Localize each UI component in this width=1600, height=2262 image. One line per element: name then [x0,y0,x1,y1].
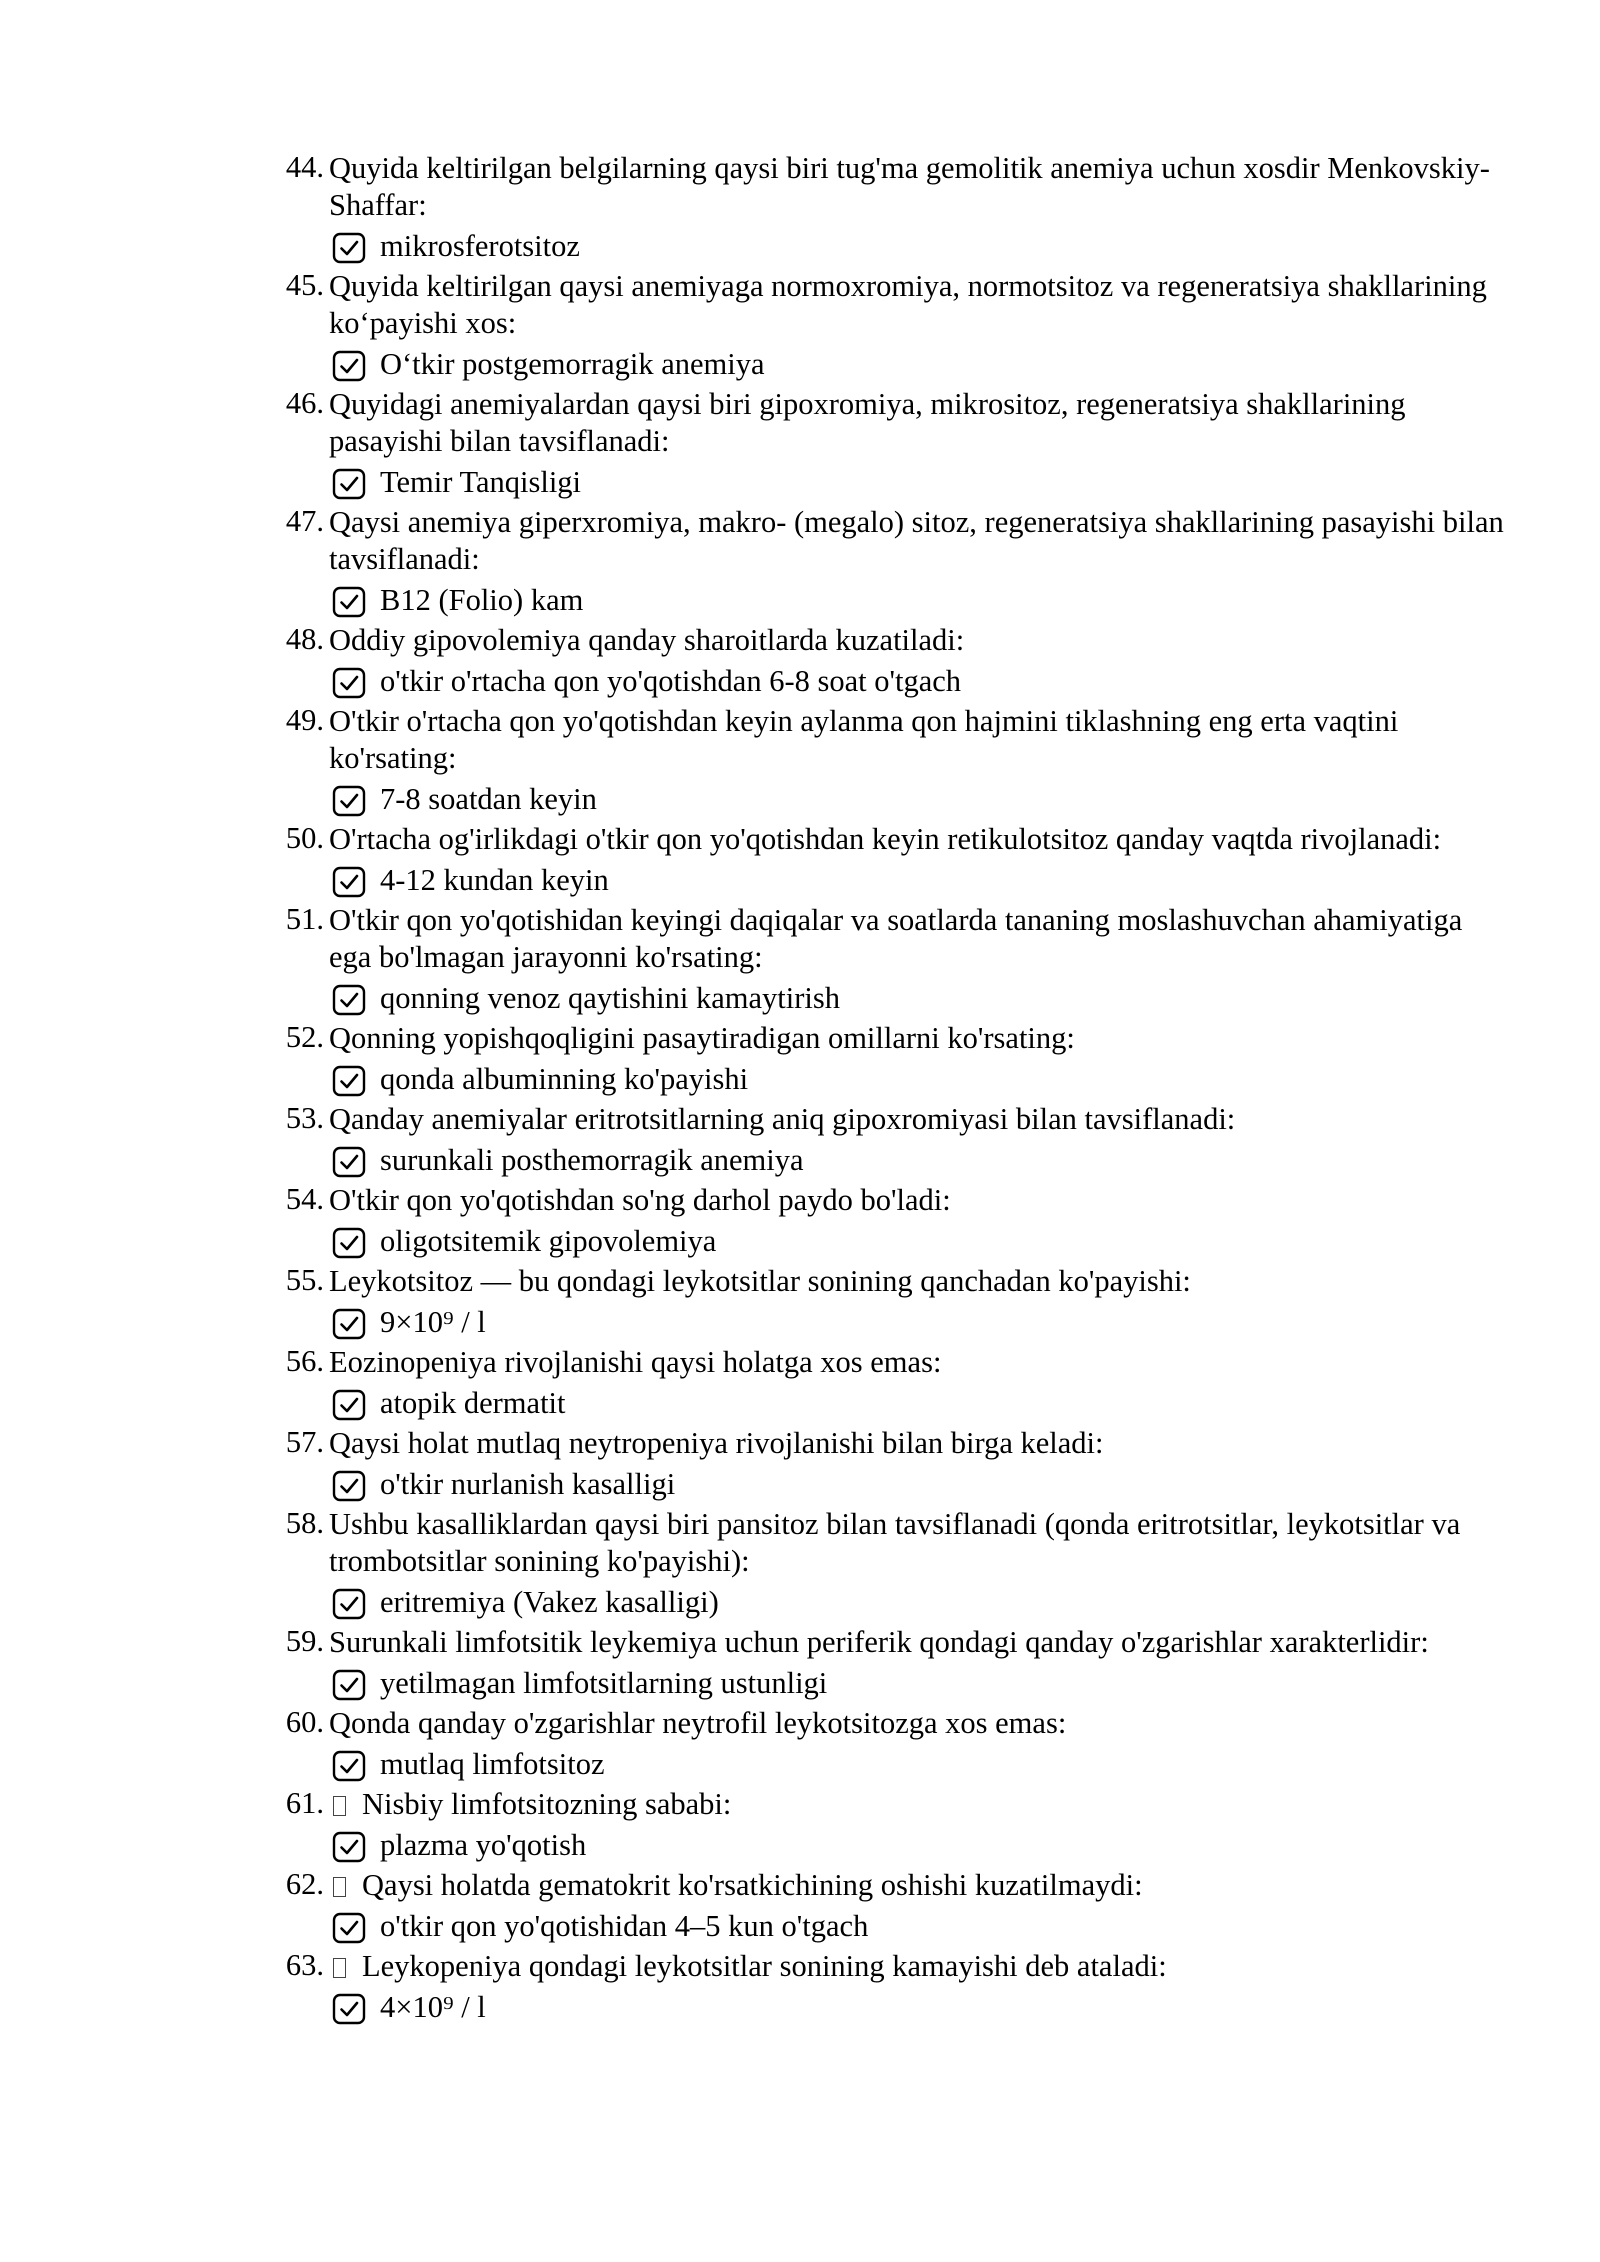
answer-text: Temir Tanqisligi [380,465,582,499]
checkbox-checked-icon [332,586,366,618]
missing-glyph-icon [333,1958,346,1978]
question-text [329,1624,1509,1661]
question-number: 51. [285,902,324,936]
checkbox-checked-icon [332,984,366,1016]
missing-glyph-icon [333,1877,346,1897]
question-text [329,504,1509,578]
question-item [0,1506,1600,1624]
answer-row [332,1463,1600,1506]
checkbox-checked-icon [332,232,366,264]
question-text [329,1506,1509,1580]
checkbox-checked-icon [332,1146,366,1178]
question-item [0,1867,1600,1948]
question-number: 44. [285,150,324,184]
answer-row [332,1824,1600,1867]
question-number: 46. [285,386,324,420]
question-number: 56. [285,1344,324,1378]
checkbox-checked-icon [332,667,366,699]
question-item [0,1263,1600,1344]
checkbox-checked-icon [332,1588,366,1620]
checkbox-checked-icon [332,866,366,898]
question-number: 54. [285,1182,324,1216]
question-item [0,821,1600,902]
question-item [0,1101,1600,1182]
question-item [0,902,1600,1020]
question-text [329,1705,1509,1742]
checkbox-checked-icon [332,1308,366,1340]
question-text [329,150,1509,224]
answer-row [332,1058,1600,1101]
question-number: 60. [285,1705,324,1739]
question-text-content: Oddiy gipovolemiya qanday sharoitlarda kuzatiladi: [329,623,965,657]
checkbox-checked-icon [332,1831,366,1863]
question-text-content: O'tkir o'rtacha qon yo'qotishdan keyin aylanma qon hajmini tiklashning eng erta vaqtini ko'rsating: [329,704,1399,775]
answer-row [332,1581,1600,1624]
checkbox-checked-icon [332,1470,366,1502]
question-number: 49. [285,703,324,737]
question-text-content: Qonda qanday o'zgarishlar neytrofil leykotsitozga xos emas: [329,1706,1067,1740]
question-text-content: Qaysi anemiya giperxromiya, makro- (megalo) sitoz, regeneratsiya shakllarining pasayishi bilan tavsiflanadi: [329,505,1504,576]
answer-row [332,1662,1600,1705]
question-text [329,1425,1509,1462]
answer-row [332,343,1600,386]
question-text [329,622,1509,659]
question-number: 47. [285,504,324,538]
checkbox-checked-icon [332,1750,366,1782]
question-item [0,703,1600,821]
checkbox-checked-icon [332,1227,366,1259]
answer-row [332,225,1600,268]
question-text [329,1101,1509,1138]
answer-text: qonning venoz qaytishini kamaytirish [380,981,840,1015]
question-item [0,268,1600,386]
answer-row [332,977,1600,1020]
question-text-content: Quyida keltirilgan belgilarning qaysi biri tug'ma gemolitik anemiya uchun xosdir Menkovskiy-Shaffar: [329,151,1490,222]
question-item [0,1182,1600,1263]
question-text [329,1786,1509,1823]
answer-text: 4-12 kundan keyin [380,863,609,897]
question-item [0,1624,1600,1705]
question-text [329,1263,1509,1300]
question-number: 50. [285,821,324,855]
answer-text: mikrosferotsitoz [380,229,580,263]
question-text-content: Eozinopeniya rivojlanishi qaysi holatga xos emas: [329,1345,942,1379]
answer-row [332,1986,1600,2029]
question-text [329,268,1509,342]
question-number: 57. [285,1425,324,1459]
question-item [0,1344,1600,1425]
question-text-content: Quyidagi anemiyalardan qaysi biri gipoxromiya, mikrositoz, regeneratsiya shakllarining pasayishi bilan tavsiflanadi: [329,387,1406,458]
answer-row [332,859,1600,902]
checkbox-checked-icon [332,1993,366,2025]
question-number: 61. [285,1786,324,1820]
answer-text: 7-8 soatdan keyin [380,782,597,816]
answer-text: eritremiya (Vakez kasalligi) [380,1585,719,1619]
answer-row [332,1220,1600,1263]
question-text [329,821,1509,858]
answer-text: oligotsitemik gipovolemiya [380,1224,717,1258]
answer-text: 9×10⁹ / l [380,1305,486,1339]
answer-row [332,1301,1600,1344]
question-number: 48. [285,622,324,656]
question-text [329,902,1509,976]
question-text [329,703,1509,777]
question-text-content: O'tkir qon yo'qotishdan so'ng darhol paydo bo'ladi: [329,1183,951,1217]
question-text-content: Leykotsitoz — bu qondagi leykotsitlar sonining qanchadan ko'payishi: [329,1264,1191,1298]
answer-text: 4×10⁹ / l [380,1990,486,2024]
answer-text: o'tkir nurlanish kasalligi [380,1467,676,1501]
answer-row [332,461,1600,504]
checkbox-checked-icon [332,1389,366,1421]
answer-text: O‘tkir postgemorragik anemiya [380,347,765,381]
checkbox-checked-icon [332,785,366,817]
answer-row [332,1382,1600,1425]
question-text [329,1344,1509,1381]
question-text-content: Leykopeniya qondagi leykotsitlar sonining kamayishi deb ataladi: [362,1949,1167,1983]
question-text-content: Nisbiy limfotsitozning sababi: [362,1787,732,1821]
answer-text: surunkali posthemorragik anemiya [380,1143,804,1177]
answer-text: plazma yo'qotish [380,1828,587,1862]
answer-row [332,579,1600,622]
question-text-content: Ushbu kasalliklardan qaysi biri pansitoz bilan tavsiflanadi (qonda eritrotsitlar, leykotsitlar va trombotsitlar sonining ko'payishi): [329,1507,1461,1578]
answer-row [332,1139,1600,1182]
question-text-content: Surunkali limfotsitik leykemiya uchun periferik qondagi qanday o'zgarishlar xarakterlidir: [329,1625,1429,1659]
answer-text: qonda albuminning ko'payishi [380,1062,749,1096]
question-number: 58. [285,1506,324,1540]
question-item [0,1705,1600,1786]
question-number: 53. [285,1101,324,1135]
answer-row [332,778,1600,821]
question-number: 52. [285,1020,324,1054]
question-item [0,622,1600,703]
question-item [0,150,1600,268]
question-text [329,386,1509,460]
answer-text: atopik dermatit [380,1386,566,1420]
question-number: 55. [285,1263,324,1297]
question-text [329,1948,1509,1985]
question-text-content: O'rtacha og'irlikdagi o'tkir qon yo'qotishdan keyin retikulotsitoz qanday vaqtda rivojlanadi: [329,822,1442,856]
question-number: 63. [285,1948,324,1982]
question-item [0,1786,1600,1867]
checkbox-checked-icon [332,1065,366,1097]
question-number: 45. [285,268,324,302]
answer-row [332,1743,1600,1786]
answer-row [332,660,1600,703]
question-item [0,1948,1600,2029]
answer-text: o'tkir qon yo'qotishidan 4–5 kun o'tgach [380,1909,869,1943]
question-text [329,1867,1509,1904]
question-item [0,1020,1600,1101]
question-item [0,1425,1600,1506]
answer-text: o'tkir o'rtacha qon yo'qotishdan 6-8 soat o'tgach [380,664,962,698]
question-text-content: O'tkir qon yo'qotishidan keyingi daqiqalar va soatlarda tananing moslashuvchan ahamiyatiga ega bo'lmagan jarayonni ko'rsating: [329,903,1463,974]
question-number: 59. [285,1624,324,1658]
checkbox-checked-icon [332,350,366,382]
answer-text: yetilmagan limfotsitlarning ustunligi [380,1666,828,1700]
checkbox-checked-icon [332,468,366,500]
question-text-content: Qaysi holatda gematokrit ko'rsatkichining oshishi kuzatilmaydi: [362,1868,1143,1902]
checkbox-checked-icon [332,1912,366,1944]
question-item [0,386,1600,504]
question-list [0,150,1600,2029]
question-item [0,504,1600,622]
answer-text: mutlaq limfotsitoz [380,1747,605,1781]
question-text-content: Qaysi holat mutlaq neytropeniya rivojlanishi bilan birga keladi: [329,1426,1104,1460]
question-number: 62. [285,1867,324,1901]
answer-text: B12 (Folio) kam [380,583,584,617]
answer-row [332,1905,1600,1948]
question-text [329,1182,1509,1219]
question-text [329,1020,1509,1057]
question-text-content: Qanday anemiyalar eritrotsitlarning aniq gipoxromiyasi bilan tavsiflanadi: [329,1102,1236,1136]
checkbox-checked-icon [332,1669,366,1701]
question-text-content: Quyida keltirilgan qaysi anemiyaga normoxromiya, normotsitoz va regeneratsiya shakllarining ko‘payishi xos: [329,269,1487,340]
question-text-content: Qonning yopishqoqligini pasaytiradigan omillarni ko'rsating: [329,1021,1075,1055]
missing-glyph-icon [333,1796,346,1816]
